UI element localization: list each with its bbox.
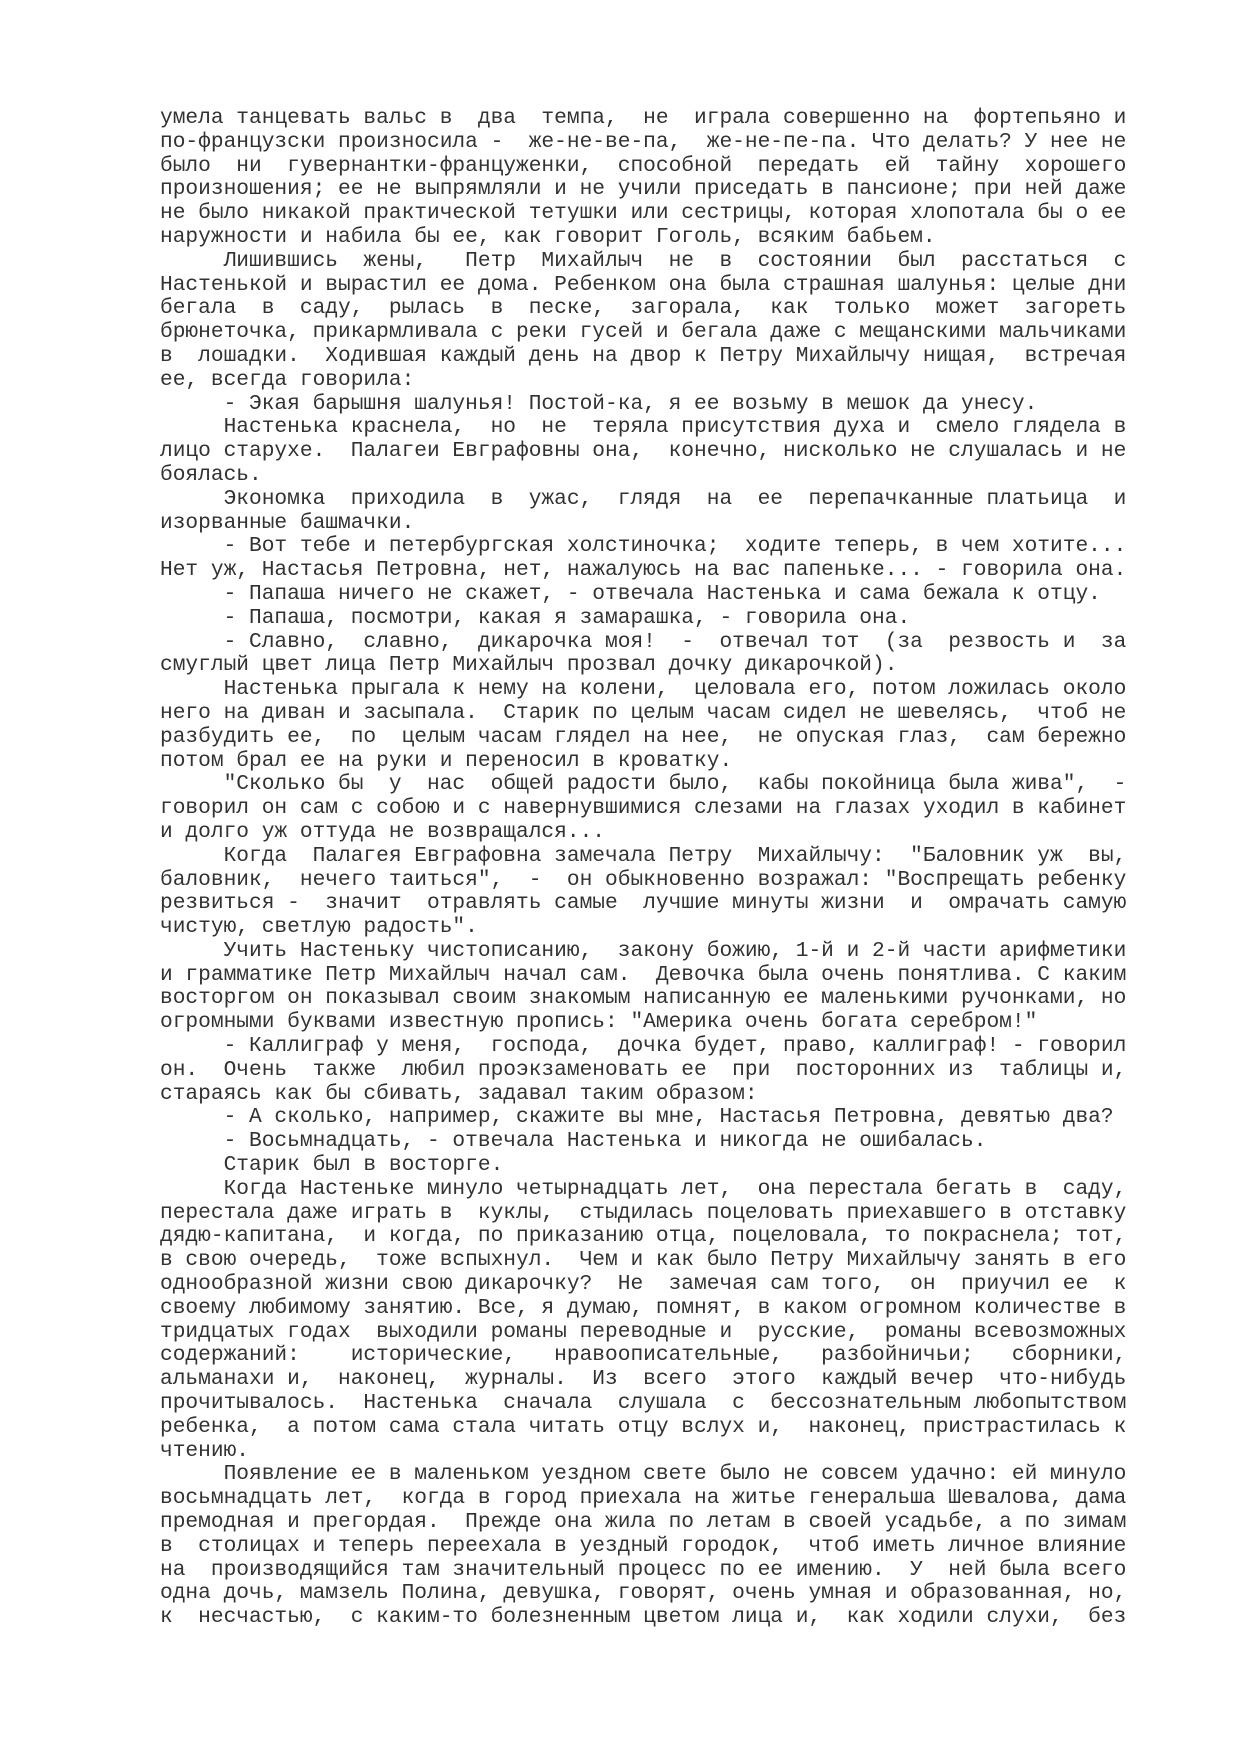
text-line: Нет уж, Настасья Петровна, нет, нажалуюсь на вас папеньке... - говорила она. bbox=[160, 558, 1127, 583]
text-line: - А сколько, например, скажите вы мне, Настасья Петровна, девятью два? bbox=[160, 1105, 1114, 1130]
text-line: стараясь как бы сбивать, задавал таким образом: bbox=[160, 1081, 758, 1106]
text-line: по-французски произносила - же-не-ве-па, же-не-пе-па. Что делать? У нее не bbox=[160, 129, 1127, 154]
text-line: однообразной жизни свою дикарочку? Не замечая сам того, он приучил ее к bbox=[160, 1272, 1127, 1297]
text-line: - Славно, славно, дикарочка моя! - отвечал тот (за резвость и за bbox=[160, 629, 1127, 654]
text-line: - Экая барышня шалунья! Постой-ка, я ее возьму в мешок да унесу. bbox=[160, 391, 1038, 416]
text-line: Лишившись жены, Петр Михайлыч не в состоянии был расстаться с bbox=[160, 248, 1127, 273]
text-line: - Папаша, посмотри, какая я замарашка, - говорила она. bbox=[160, 605, 911, 630]
text-line: восьмнадцать лет, когда в город приехала на житье генеральша Шевалова, дама bbox=[160, 1486, 1127, 1511]
text-line: ребенка, а потом сама стала читать отцу вслух и, наконец, пристрастилась к bbox=[160, 1414, 1127, 1439]
text-line: на производящийся там значительный процесс по ее имению. У ней была всего bbox=[160, 1557, 1127, 1582]
text-line: ее, всегда говорила: bbox=[160, 367, 415, 392]
text-line: было ни гувернантки-француженки, способной передать ей тайну хорошего bbox=[160, 153, 1127, 178]
text-line: умела танцевать вальс в два темпа, не играла совершенно на фортепьяно и bbox=[160, 106, 1127, 130]
text-line: Когда Палагея Евграфовна замечала Петру Михайлычу: "Баловник уж вы, bbox=[160, 843, 1127, 868]
text-block bbox=[160, 107, 1160, 1630]
text-line: разбудить ее, по целым часам глядел на нее, не опуская глаз, сам бережно bbox=[160, 724, 1127, 749]
text-line: Старик был в восторге. bbox=[160, 1153, 504, 1178]
text-line: Когда Настеньке минуло четырнадцать лет, она перестала бегать в саду, bbox=[160, 1176, 1127, 1201]
text-line: своему любимому занятию. Все, я думаю, помнят, в каком огромном количестве в bbox=[160, 1295, 1127, 1320]
text-line: произношения; ее не выпрямляли и не учили приседать в пансионе; при ней даже bbox=[160, 177, 1127, 202]
text-line: резвиться - значит отравлять самые лучшие минуты жизни и омрачать самую bbox=[160, 891, 1127, 916]
text-line: одна дочь, мамзель Полина, девушка, говорят, очень умная и образованная, но, bbox=[160, 1581, 1127, 1606]
text-line: Экономка приходила в ужас, глядя на ее перепачканные платьица и bbox=[160, 486, 1127, 511]
text-line: чистую, светлую радость". bbox=[160, 915, 478, 940]
text-line: содержаний: исторические, нравоописательные, разбойничьи; сборники, bbox=[160, 1343, 1127, 1368]
text-line: говорил он сам с собою и с навернувшимися слезами на глазах уходил в кабинет bbox=[160, 796, 1127, 821]
text-line: потом брал ее на руки и переносил в кроватку. bbox=[160, 748, 733, 773]
text-line: и долго уж оттуда не возвращался... bbox=[160, 819, 606, 844]
text-line: перестала даже играть в куклы, стыдилась поцеловать приехавшего в отставку bbox=[160, 1200, 1127, 1225]
text-line: лицо старухе. Палагеи Евграфовны она, конечно, нисколько не слушалась и не bbox=[160, 439, 1127, 464]
text-line: Появление ее в маленьком уездном свете было не совсем удачно: ей минуло bbox=[160, 1462, 1127, 1487]
text-line: - Вот тебе и петербургская холстиночка; ходите теперь, в чем хотите... bbox=[160, 534, 1127, 559]
text-line: огромными буквами известную пропись: "Америка очень богата серебром!" bbox=[160, 1010, 1038, 1035]
text-line: восторгом он показывал своим знакомым написанную ее маленькими ручонками, но bbox=[160, 986, 1127, 1011]
text-line: изорванные башмачки. bbox=[160, 510, 415, 535]
text-line: - Папаша ничего не скажет, - отвечала Настенька и сама бежала к отцу. bbox=[160, 581, 1101, 606]
text-line: - Восьмнадцать, - отвечала Настенька и никогда не ошибалась. bbox=[160, 1129, 987, 1154]
text-line: премодная и прегордая. Прежде она жила по летам в своей усадьбе, а по зимам bbox=[160, 1510, 1127, 1535]
text-line: и грамматике Петр Михайлыч начал сам. Девочка была очень понятлива. С каким bbox=[160, 962, 1127, 987]
text-line: Настенькой и вырастил ее дома. Ребенком она была страшная шалунья: целые дни bbox=[160, 272, 1127, 297]
text-line: тридцатых годах выходили романы переводные и русские, романы всевозможных bbox=[160, 1319, 1127, 1344]
text-line: Настенька краснела, но не теряла присутствия духа и смело глядела в bbox=[160, 415, 1127, 440]
text-line: него на диван и засыпала. Старик по целым часам сидел не шевелясь, чтоб не bbox=[160, 700, 1127, 725]
text-line: в столицах и теперь переехала в уездный городок, чтоб иметь личное влияние bbox=[160, 1533, 1127, 1558]
text-line: бегала в саду, рылась в песке, загорала, как только может загореть bbox=[160, 296, 1127, 321]
text-line: боялась. bbox=[160, 462, 262, 487]
text-line: Учить Настеньку чистописанию, закону божию, 1-й и 2-й части арифметики bbox=[160, 938, 1127, 963]
text-line: брюнеточка, прикармливала с реки гусей и бегала даже с мещанскими мальчиками bbox=[160, 320, 1127, 345]
text-line: смуглый цвет лица Петр Михайлыч прозвал дочку дикарочкой). bbox=[160, 653, 898, 678]
text-line: чтению. bbox=[160, 1438, 250, 1463]
text-line: прочитывалось. Настенька сначала слушала с бессознательным любопытством bbox=[160, 1391, 1127, 1416]
text-line: наружности и набила бы ее, как говорит Гоголь, всяким бабьем. bbox=[160, 224, 936, 249]
text-line: в лошадки. Ходившая каждый день на двор к Петру Михайлычу нищая, встречая bbox=[160, 343, 1127, 368]
text-line: в свою очередь, тоже вспыхнул. Чем и как было Петру Михайлычу занять в его bbox=[160, 1248, 1127, 1273]
text-line: он. Очень также любил проэкзаменовать ее при посторонних из таблицы и, bbox=[160, 1057, 1127, 1082]
text-line: баловник, нечего таиться", - он обыкновенно возражал: "Воспрещать ребенку bbox=[160, 867, 1127, 892]
text-line: - Каллиграф у меня, господа, дочка будет, право, каллиграф! - говорил bbox=[160, 1034, 1127, 1059]
text-line: дядю-капитана, и когда, по приказанию отца, поцеловала, то покраснела; тот, bbox=[160, 1224, 1127, 1249]
text-line: Настенька прыгала к нему на колени, целовала его, потом ложилась около bbox=[160, 677, 1127, 702]
text-line: к несчастью, с каким-то болезненным цветом лица и, как ходили слухи, без bbox=[160, 1605, 1127, 1630]
text-line: "Сколько бы у нас общей радости было, кабы покойница была жива", - bbox=[160, 772, 1127, 797]
text-line: альманахи и, наконец, журналы. Из всего этого каждый вечер что-нибудь bbox=[160, 1367, 1127, 1392]
text-line: не было никакой практической тетушки или сестрицы, которая хлопотала бы о ее bbox=[160, 201, 1127, 226]
